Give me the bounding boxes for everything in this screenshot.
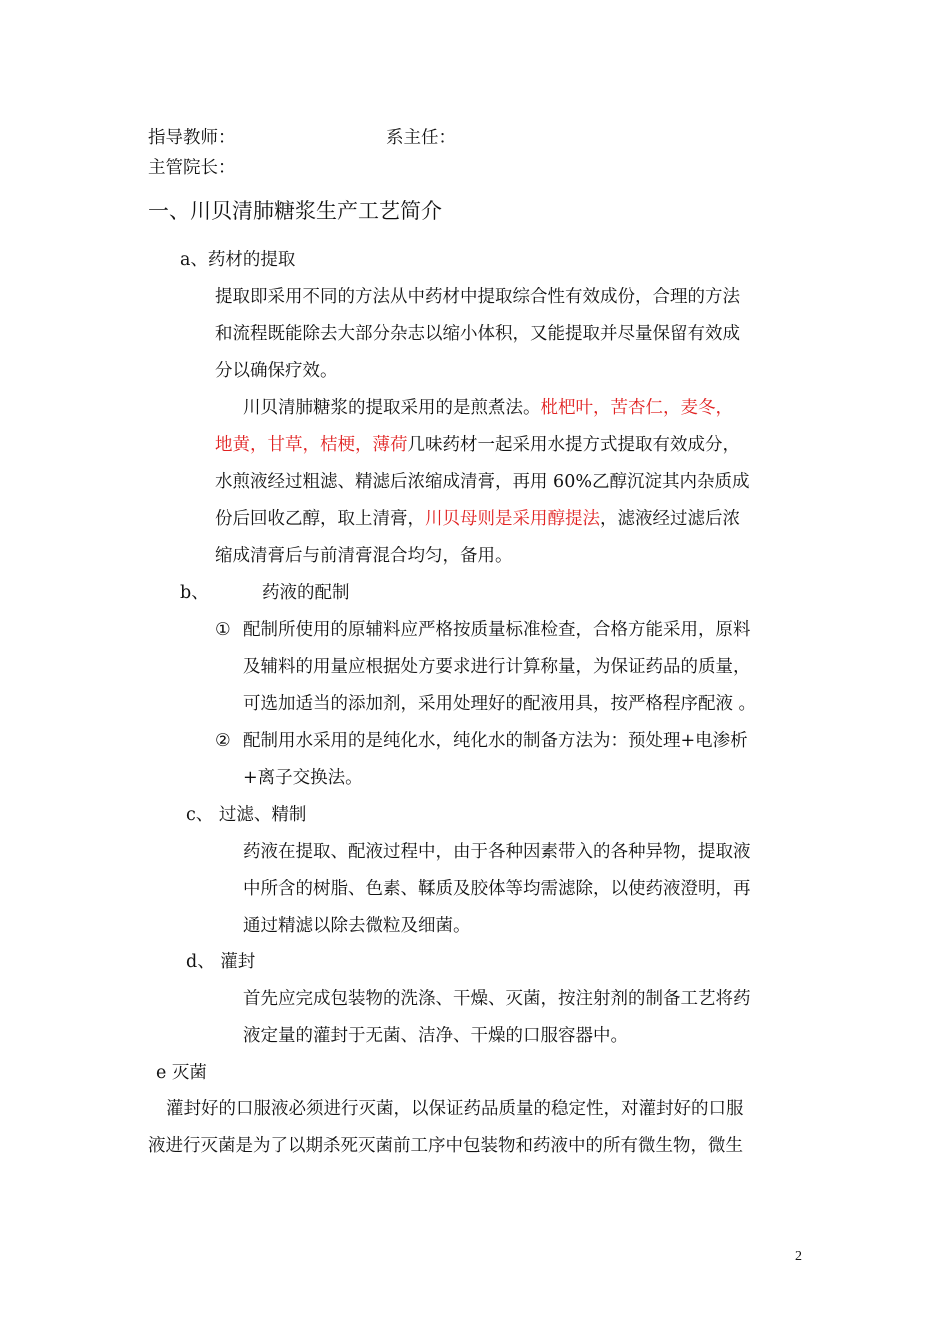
paragraph-line: 药液在提取、配液过程中，由于各种因素带入的各种异物，提取液: [243, 842, 751, 862]
list-item-line: +离子交换法。: [243, 768, 363, 788]
highlighted-herbs: 地黄，甘草，桔梗，薄荷: [215, 435, 408, 455]
paragraph-line: 提取即采用不同的方法从中药材中提取综合性有效成份，合理的方法: [215, 287, 740, 307]
highlighted-method: 川贝母则是采用醇提法: [425, 509, 600, 529]
subsection-b-letter: b、: [180, 583, 209, 603]
paragraph-line: 灌封好的口服液必须进行灭菌，以保证药品质量的稳定性，对灌封好的口服: [166, 1099, 744, 1119]
paragraph-line: 缩成清膏后与前清膏混合均匀，备用。: [215, 546, 513, 566]
paragraph-text: 份后回收乙醇，取上清膏，: [215, 509, 425, 529]
advisor-label: 指导教师：: [148, 128, 236, 148]
paragraph-text: 川贝清肺糖浆的提取采用的是煎煮法。: [243, 398, 541, 418]
paragraph-line: 通过精滤以除去微粒及细菌。: [243, 916, 471, 936]
paragraph-line: 中所含的树脂、色素、鞣质及胶体等均需滤除，以使药液澄明，再: [243, 879, 751, 899]
section-title: 一、川贝清肺糖浆生产工艺简介: [148, 199, 442, 223]
paragraph-line: 水煎液经过粗滤、精滤后浓缩成清膏，再用 60%乙醇沉淀其内杂质成: [215, 472, 750, 492]
director-label: 系主任：: [386, 128, 456, 148]
paragraph-line: 分以确保疗效。: [215, 361, 338, 381]
list-item-line: 可选加适当的添加剂，采用处理好的配液用具，按严格程序配液 。: [243, 694, 757, 714]
list-item-line: 及辅料的用量应根据处方要求进行计算称量，为保证药品的质量，: [243, 657, 751, 677]
paragraph-line: 和流程既能除去大部分杂志以缩小体积，又能提取并尽量保留有效成: [215, 324, 740, 344]
list-item-line: 配制用水采用的是纯化水，纯化水的制备方法为：预处理+电渗析: [243, 731, 748, 751]
paragraph-line: [243, 396, 733, 420]
list-marker-2: ②: [215, 731, 231, 751]
paragraph-line: 首先应完成包装物的洗涤、干燥、灭菌，按注射剂的制备工艺将药: [243, 989, 751, 1009]
list-marker-1: ①: [215, 620, 231, 640]
paragraph-line: [215, 433, 740, 457]
paragraph-line: 液进行灭菌是为了以期杀死灭菌前工序中包装物和药液中的所有微生物，微生: [148, 1136, 743, 1156]
list-item-line: 配制所使用的原辅料应严格按质量标准检查，合格方能采用，原料: [243, 620, 751, 640]
subsection-d-heading: d、 灌封: [186, 952, 256, 972]
page-number: 2: [795, 1249, 802, 1264]
dean-label: 主管院长：: [148, 158, 236, 178]
paragraph-text: 几味药材一起采用水提方式提取有效成分，: [407, 435, 740, 455]
paragraph-text: ，滤液经过滤后浓: [600, 509, 740, 529]
subsection-a-heading: a、药材的提取: [180, 250, 296, 270]
subsection-c-heading: c、 过滤、精制: [186, 805, 307, 825]
paragraph-line: 液定量的灌封于无菌、洁净、干燥的口服容器中。: [243, 1026, 628, 1046]
subsection-e-heading: e 灭菌: [156, 1063, 207, 1083]
highlighted-herbs: 枇杷叶，苦杏仁，麦冬，: [540, 398, 733, 418]
subsection-b-heading: 药液的配制: [262, 583, 350, 603]
paragraph-line: [215, 507, 740, 531]
